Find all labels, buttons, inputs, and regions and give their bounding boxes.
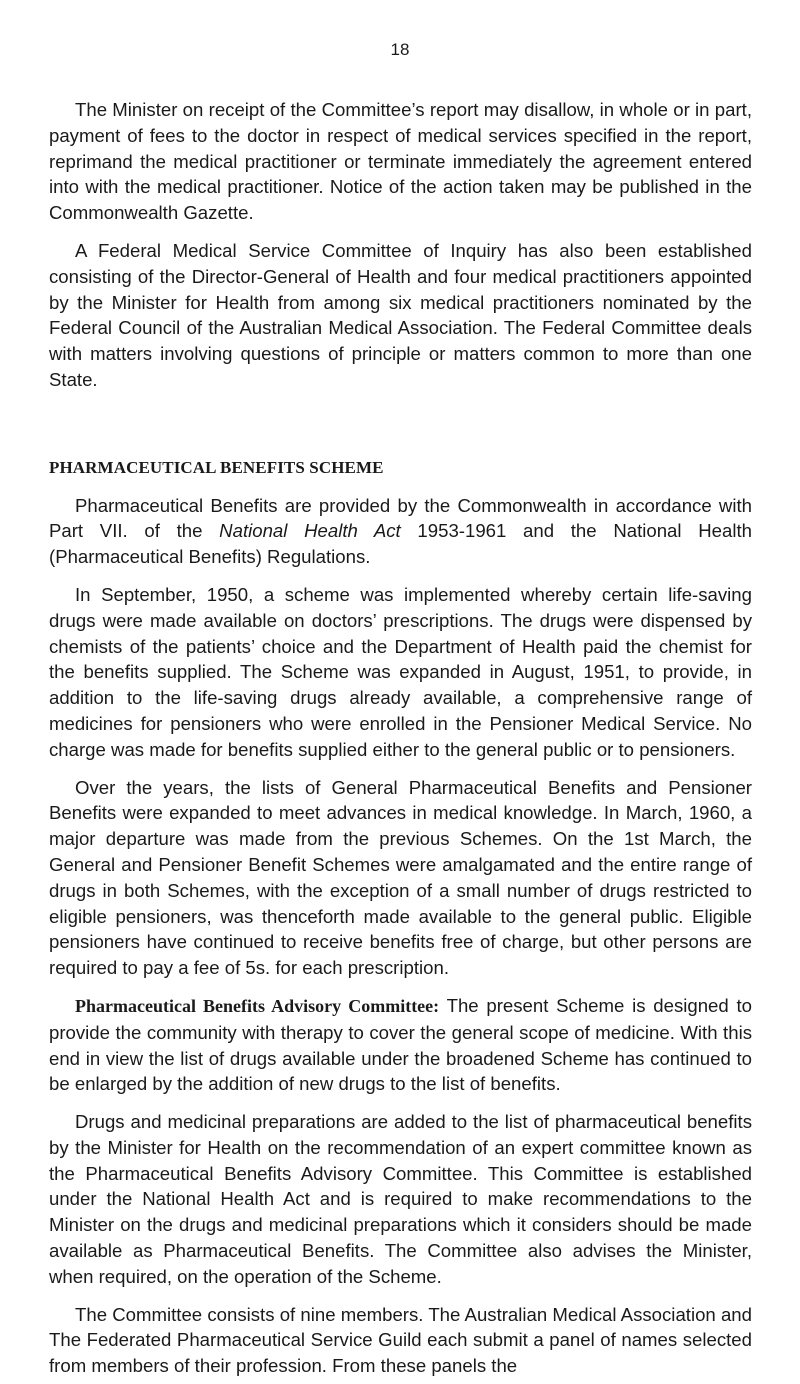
page-body [49,97,752,1379]
paragraph-federal-committee: A Federal Medical Service Committee of Inquiry has also been established consisting of the Director-General of Health and four medical practitioners appointed by the Minister for Health from among six medical practitioners nominated by the Federal Council of the Australian Medical Association. The Federal Committee deals with matters involving questions of principle or matters common to more than one State. [49,239,752,390]
paragraph-committee-members: The Committee consists of nine members. The Australian Medical Association and The Federated Pharmaceutical Service Guild each submit a panel of names selected from members of their profession. From these panels the [49,1303,752,1377]
run-in-heading: Pharmaceutical Benefits Advisory Committee: [75,995,440,1016]
paragraph-text: 1953-1961 and the National Health (Pharmaceutical Benefits) Regulations. [49,520,752,568]
act-title: National Health Act [219,520,401,542]
paragraph-scheme-history: In September, 1950, a scheme was implemented whereby certain life-saving drugs were made available on doctors’ prescriptions. The drugs were dispensed by chemists of the patients’ choice and the Department of Health paid the chemist for the benefits supplied. The Scheme was expanded in August, 1951, to provide, in addition to the life-saving drugs already available, a comprehensive range of medicines for pensioners who were enrolled in the Pensioner Medical Service. No charge was made for benefits supplied either to the general public or to pensioners. [49,583,752,760]
paragraph-minister-report: The Minister on receipt of the Committee’s report may disallow, in whole or in part, payment of fees to the doctor in respect of medical services specified in the report, reprimand the medical practitioner or terminate immediately the agreement entered into with the medical practitioner. Notice of the action taken may be published in the Commonwealth Gazette. [49,99,752,224]
paragraph-text: Pharmaceutical Benefits are provided by the Commonwealth in accordance with Part VII. of the [49,494,752,542]
paragraph-lists-expanded: Over the years, the lists of General Pharmaceutical Benefits and Pensioner Benefits were expanded to meet advances in medical knowledge. In March, 1960, a major departure was made from the previous Schemes. On the 1st March, the General and Pensioner Benefit Schemes were amalgamated and the entire range of drugs in both Schemes, with the exception of a small number of drugs restricted to eligible pensioners, was thenceforth made available to the general public. Eligible pensioners have continued to receive benefits free of charge, but other persons are required to pay a fee of 5s. for each prescription. [49,776,752,979]
paragraph-benefits-provided [49,493,752,570]
paragraph-advisory-committee [49,993,752,1097]
page-number: 18 [390,40,410,59]
paragraph-text: The present Scheme is designed to provide the community with therapy to cover the general scope of medicine. With this end in view the list of drugs available under the broadened Scheme has continued to be enlarged by the addition of new drugs to the list of benefits. [49,994,752,1095]
section-heading: PHARMACEUTICAL BENEFITS SCHEME [49,457,384,477]
paragraph-drug-additions: Drugs and medicinal preparations are added to the list of pharmaceutical benefits by the Minister for Health on the recommendation of an expert committee known as the Pharmaceutical Benefits Advisory Committee. This Committee is established under the National Health Act and is required to make recommendations to the Minister on the drugs and medicinal preparations which it considers should be made available as Pharmaceutical Benefits. The Committee also advises the Minister, when required, on the operation of the Scheme. [49,1111,752,1287]
